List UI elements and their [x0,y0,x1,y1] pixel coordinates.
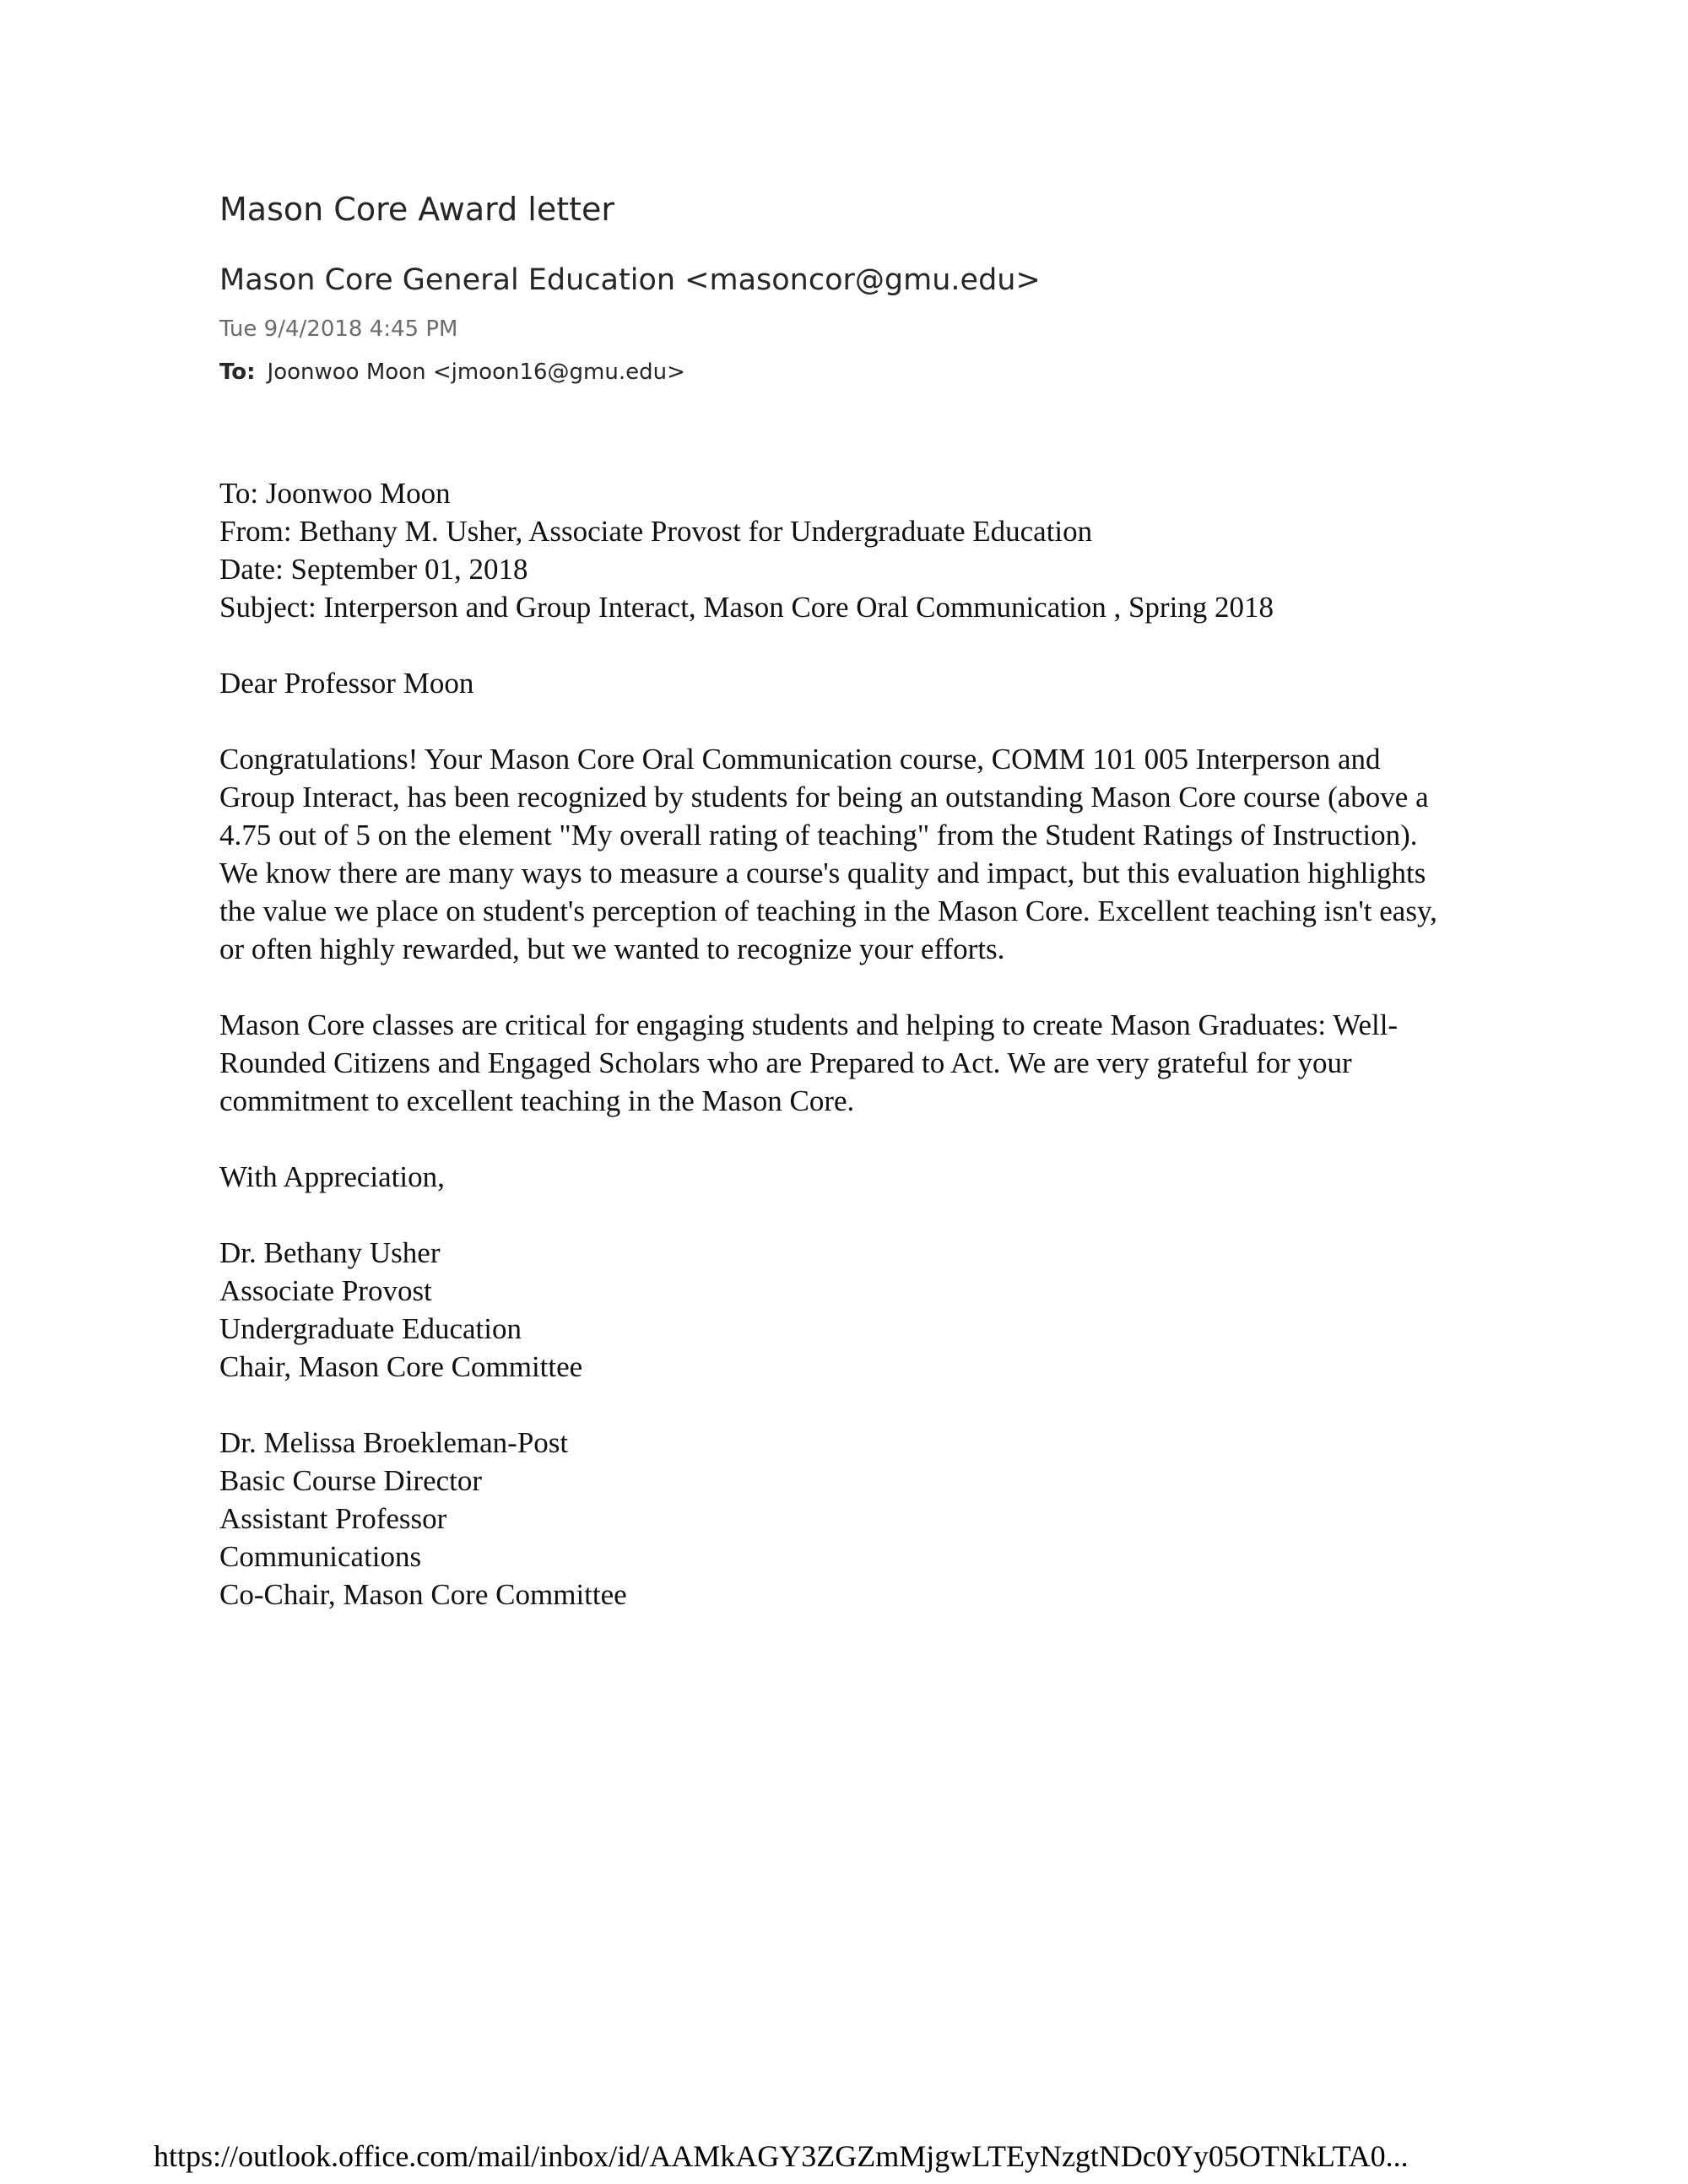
memo-from: From: Bethany M. Usher, Associate Provost for Undergraduate Education [219,515,1093,548]
salutation: Dear Professor Moon [219,667,474,700]
signature-line: Co-Chair, Mason Core Committee [219,1578,627,1611]
email-datetime: Tue 9/4/2018 4:45 PM [219,316,458,342]
signature-line: Associate Provost [219,1274,432,1307]
print-footer-url: https://outlook.office.com/mail/inbox/id/AAMkAGY3ZGZmMjgwLTEyNzgtNDc0Yy05OTNkLTA0... [154,2139,1409,2173]
email-subject: Mason Core Award letter [219,191,615,228]
recipient-value: Joonwoo Moon <jmoon16@gmu.edu> [267,359,685,385]
email-sender: Mason Core General Education <masoncor@gmu.edu> [219,263,1041,297]
paragraph-line: Group Interact, has been recognized by students for being an outstanding Mason Core course (above a [219,781,1429,814]
paragraph-line: Rounded Citizens and Engaged Scholars who are Prepared to Act. We are very grateful for your [219,1046,1352,1079]
signature-line: Communications [219,1540,422,1573]
signature-line: Dr. Melissa Broekleman-Post [219,1426,569,1459]
paragraph-line: 4.75 out of 5 on the element "My overall rating of teaching" from the Student Ratings of Instruction). [219,819,1418,851]
signature-line: Basic Course Director [219,1464,483,1497]
memo-subject: Subject: Interperson and Group Interact, Mason Core Oral Communication , Spring 2018 [219,591,1274,624]
paragraph-line: Mason Core classes are critical for engaging students and helping to create Mason Graduates: Well- [219,1008,1399,1041]
signature-line: Undergraduate Education [219,1312,522,1345]
letter-body [219,474,1485,1614]
paragraph-mason-core [219,1006,1485,1120]
memo-date: Date: September 01, 2018 [219,553,528,586]
memo-to: To: Joonwoo Moon [219,477,451,510]
signature-line: Dr. Bethany Usher [219,1236,441,1269]
email-recipient-line [219,359,685,385]
paragraph-line: commitment to excellent teaching in the Mason Core. [219,1084,855,1117]
paragraph-line: the value we place on student's perception of teaching in the Mason Core. Excellent teaching isn't easy, [219,895,1437,927]
signature-line: Assistant Professor [219,1502,447,1535]
signature-usher [219,1234,1485,1386]
signature-broekleman-post [219,1424,1485,1614]
paragraph-line: We know there are many ways to measure a course's quality and impact, but this evaluation highlights [219,857,1426,889]
closing: With Appreciation, [219,1160,445,1193]
recipient-label: To: [219,359,256,385]
signature-line: Chair, Mason Core Committee [219,1350,583,1383]
paragraph-line: Congratulations! Your Mason Core Oral Communication course, COMM 101 005 Interperson and [219,743,1381,776]
paragraph-congratulations [219,740,1485,968]
paragraph-line: or often highly rewarded, but we wanted to recognize your efforts. [219,933,1005,965]
